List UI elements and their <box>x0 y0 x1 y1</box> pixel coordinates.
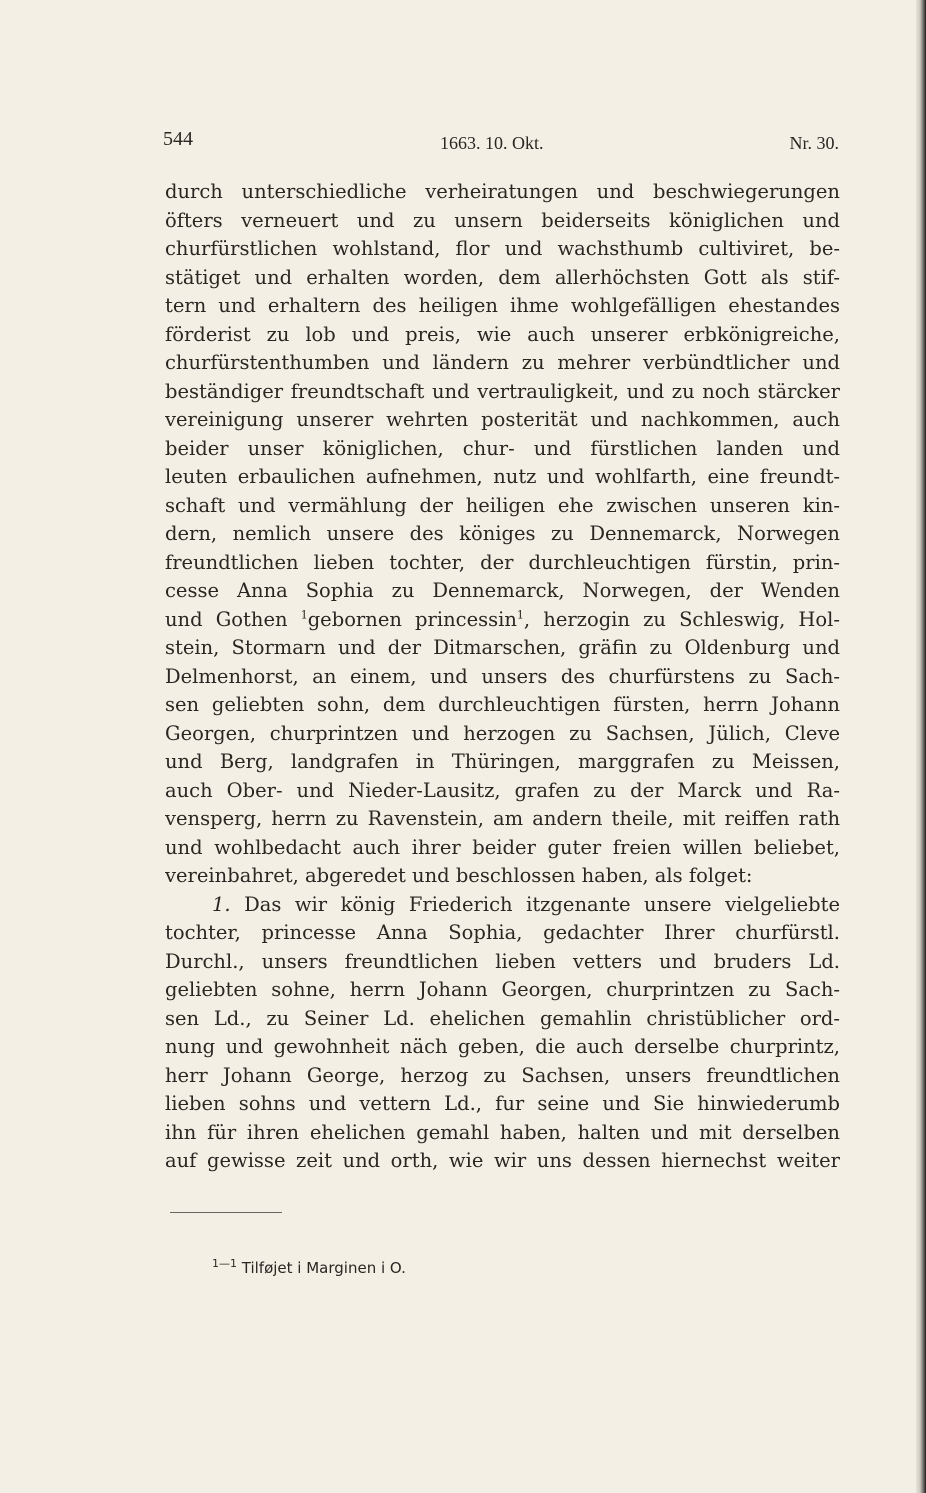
text-line: lieben sohns und vettern Ld., fur seine und Sie hinwiederumb <box>165 1092 840 1115</box>
text-line: beständiger freundtschaft und vertrauligkeit, und zu noch stärcker <box>165 379 840 403</box>
footnote-ref: 1 <box>516 608 524 621</box>
text-line: herr Johann George, herzog zu Sachsen, unsers freundtlichen <box>165 1063 840 1087</box>
text-line: auf gewisse zeit und orth, wie wir uns dessen hiernechst weiter <box>165 1149 840 1172</box>
text-line: sen Ld., zu Seiner Ld. ehelichen gemahlin christüblicher ord- <box>165 1006 840 1030</box>
text-line: durch unterschiedliche verheiratungen und beschwiegerungen <box>165 180 840 203</box>
paragraph-number: 1. <box>212 892 231 916</box>
text-line: dern, nemlich unsere des königes zu Dennemarck, Norwegen <box>165 522 840 545</box>
text-fragment: und Gothen <box>165 607 301 631</box>
text-line: vereinbahret, abgeredet und beschlossen haben, als folget: <box>165 864 753 887</box>
footnote <box>212 1259 406 1277</box>
text-line: tern und erhaltern des heiligen ihme wohlgefälligen ehestandes <box>165 294 840 317</box>
text-line: geliebten sohne, herrn Johann Georgen, churprintzen zu Sach- <box>165 978 840 1001</box>
text-line: tochter, princesse Anna Sophia, gedachter Ihrer churfürstl. <box>165 921 840 944</box>
text-line: freundtlichen lieben tochter, der durchleuchtigen fürstin, prin- <box>165 550 840 574</box>
page-edge-shadow <box>916 0 926 1493</box>
text-line: ihn für ihren ehelichen gemahl haben, halten und mit derselben <box>165 1120 840 1144</box>
numbered-paragraph-start <box>165 891 840 920</box>
text-line: und Berg, landgrafen in Thüringen, marggrafen zu Meissen, <box>165 750 840 773</box>
text-line: vensperg, herrn zu Ravenstein, am andern theile, mit reiffen rath <box>165 807 840 830</box>
text-line: öfters verneuert und zu unsern beiderseits königlichen und <box>165 208 840 232</box>
text-line: stätiget und erhalten worden, dem allerhöchsten Gott als stif- <box>165 265 840 289</box>
text-fragment: , herzogin zu Schleswig, Hol- <box>523 607 840 631</box>
header-date: 1663. 10. Okt. <box>440 133 544 153</box>
text-line: und wohlbedacht auch ihrer beider guter freien willen beliebet, <box>165 835 840 859</box>
footnote-ref: 1 <box>300 608 308 621</box>
text-line-with-superscripts <box>165 606 840 635</box>
footnote-text: Tilføjet i Marginen i O. <box>237 1259 406 1277</box>
text-line: förderist zu lob und preis, wie auch unserer erbkönigreiche, <box>165 322 840 346</box>
page-number: 544 <box>163 128 193 150</box>
text-line: nung und gewohnheit näch geben, die auch derselbe churprintz, <box>165 1035 840 1058</box>
text-line: sen geliebten sohn, dem durchleuchtigen fürsten, herrn Johann <box>165 693 840 716</box>
text-line: Georgen, churprintzen und herzogen zu Sachsen, Jülich, Cleve <box>165 721 840 745</box>
text-line: cesse Anna Sophia zu Dennemarck, Norwegen, der Wenden <box>165 579 840 602</box>
text-line: Durchl., unsers freundtlichen lieben vetters und bruders Ld. <box>165 949 840 973</box>
text-line: vereinigung unserer wehrten posterität und nachkommen, auch <box>165 408 840 431</box>
text-line: leuten erbaulichen aufnehmen, nutz und wohlfarth, eine freundt- <box>165 465 840 488</box>
footnote-marker: 1—1 <box>212 1257 237 1270</box>
text-fragment: Das wir könig Friederich itzgenante unsere vielgeliebte <box>230 892 840 916</box>
text-line: Delmenhorst, an einem, und unsers des churfürstens zu Sach- <box>165 664 840 688</box>
text-line: stein, Stormarn und der Ditmarschen, gräfin zu Oldenburg und <box>165 636 840 659</box>
document-number: Nr. 30. <box>789 133 839 153</box>
text-line: beider unser königlichen, chur- und fürstlichen landen und <box>165 436 840 460</box>
footnote-divider <box>170 1212 282 1213</box>
text-line: schaft und vermählung der heiligen ehe zwischen unseren kin- <box>165 493 840 517</box>
text-line: churfürstenthumben und ländern zu mehrer verbündtlicher und <box>165 351 840 374</box>
text-fragment: gebornen princessin <box>307 607 517 631</box>
body-text <box>165 178 840 1176</box>
text-line: auch Ober- und Nieder-Lausitz, grafen zu der Marck und Ra- <box>165 778 840 802</box>
page-header <box>163 128 839 156</box>
text-line: churfürstlichen wohlstand, flor und wachsthumb cultiviret, be- <box>165 237 840 260</box>
